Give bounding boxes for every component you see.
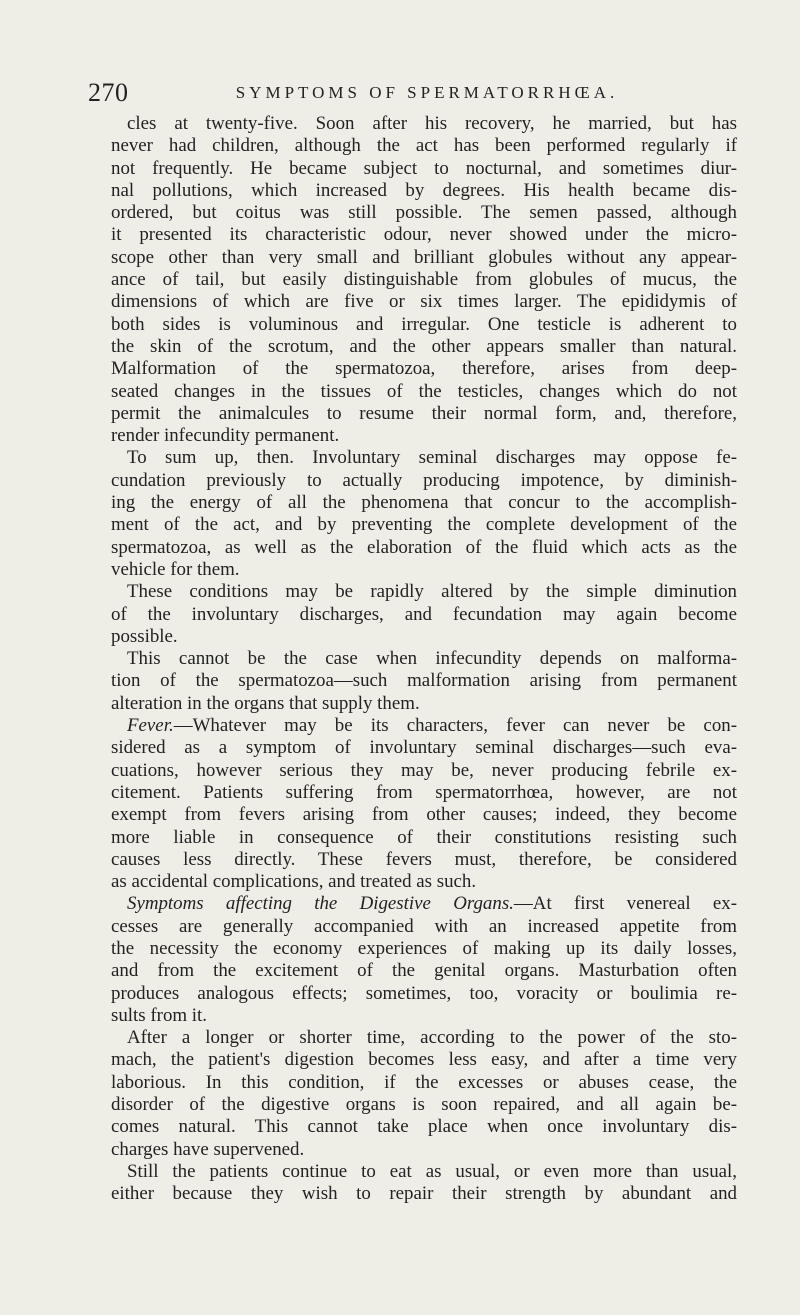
line-text: tion of the spermatozoa—such malformation arising from permanent (111, 670, 737, 692)
line-text: vehicle for them. (111, 558, 240, 580)
text-line (111, 648, 737, 670)
text-line (111, 559, 737, 581)
line-text: of the involuntary discharges, and fecundation may again become (111, 603, 737, 625)
running-title: SYMPTOMS OF SPERMATORRHŒA. (235, 83, 619, 102)
line-text: either because they wish to repair their strength by abundant and (111, 1183, 737, 1205)
line-text: alteration in the organs that supply them. (111, 692, 420, 714)
line-text: scope other than very small and brilliant globules without any appear- (111, 246, 737, 268)
text-line (111, 670, 737, 692)
line-text: ing the energy of all the phenomena that concur to the accomplish- (111, 492, 737, 514)
text-line (111, 447, 737, 469)
paragraph (111, 1161, 737, 1206)
line-text: exempt from fevers arising from other causes; indeed, they become (111, 804, 737, 826)
text-line (111, 1094, 737, 1116)
line-text: nal pollutions, which increased by degrees. His health became dis- (111, 179, 737, 201)
line-text: as accidental complications, and treated as such. (111, 871, 477, 893)
text-line (111, 737, 737, 759)
line-text: and from the excitement of the genital organs. Masturbation often (111, 960, 737, 982)
line-text: produces analogous effects; sometimes, too, voracity or boulimia re- (111, 982, 737, 1004)
line-text: comes natural. This cannot take place when once involuntary dis- (111, 1116, 737, 1138)
line-text: mach, the patient's digestion becomes less easy, and after a time very (111, 1049, 737, 1071)
text-line (111, 760, 737, 782)
text-line (111, 403, 737, 425)
text-line (111, 537, 737, 559)
line-text: it presented its characteristic odour, never showed under the micro- (111, 224, 737, 246)
line-text: cles at twenty-five. Soon after his recovery, he married, but has (127, 113, 737, 134)
text-line (111, 358, 737, 380)
text-line (111, 381, 737, 403)
text-line (111, 893, 737, 915)
text-line (111, 1005, 737, 1027)
text-line (111, 581, 737, 603)
text-line (111, 514, 737, 536)
text-line (111, 827, 737, 849)
paragraph (111, 893, 737, 1027)
text-line (111, 1161, 737, 1183)
text-line (111, 269, 737, 291)
paragraph (111, 715, 737, 893)
text-line (111, 336, 737, 358)
text-line (111, 247, 737, 269)
line-text: cundation previously to actually producing impotence, by diminish- (111, 469, 737, 491)
text-line (111, 470, 737, 492)
line-text: both sides is voluminous and irregular. One testicle is adherent to (111, 313, 737, 335)
paragraph-heading: Symptoms affecting the Digestive Organs. (127, 893, 514, 915)
line-text: Still the patients continue to eat as usual, or even more than usual, (127, 1160, 737, 1182)
paragraph-heading: Fever. (127, 715, 174, 737)
text-line (111, 113, 737, 135)
page-number: 270 (88, 78, 129, 107)
paragraph (111, 581, 737, 648)
line-text: To sum up, then. Involuntary seminal discharges may oppose fe- (127, 447, 737, 469)
line-text: the skin of the scrotum, and the other appears smaller than natural. (111, 335, 737, 357)
text-line (111, 135, 737, 157)
text-line (111, 871, 737, 893)
text-line (111, 1027, 737, 1049)
line-text: cesses are generally accompanied with an increased appetite from (111, 915, 737, 937)
line-text: not frequently. He became subject to nocturnal, and sometimes diur- (111, 157, 737, 179)
text-line (111, 1183, 737, 1205)
line-text: the necessity the economy experiences of making up its daily losses, (111, 937, 737, 959)
line-text: After a longer or shorter time, according to the power of the sto- (127, 1027, 737, 1049)
paragraph (111, 1027, 737, 1161)
page-header (88, 78, 728, 110)
line-text: charges have supervened. (111, 1138, 305, 1160)
text-line (111, 693, 737, 715)
line-text: ordered, but coitus was still possible. The semen passed, although (111, 202, 737, 224)
text-line (111, 849, 737, 871)
line-text: sidered as a symptom of involuntary seminal discharges—such eva- (111, 737, 737, 759)
line-text: dimensions of which are five or six times larger. The epididymis of (111, 291, 737, 313)
text-line (111, 425, 737, 447)
line-text: —Whatever may be its characters, fever can never be con- (173, 715, 737, 737)
text-line (111, 1072, 737, 1094)
line-text: seated changes in the tissues of the testicles, changes which do not (111, 380, 737, 402)
line-text: Malformation of the spermatozoa, therefore, arises from deep- (111, 358, 737, 380)
text-line (111, 180, 737, 202)
text-line (111, 158, 737, 180)
line-text: ance of tail, but easily distinguishable from globules of mucus, the (111, 269, 737, 291)
paragraph (111, 447, 737, 581)
line-text: —At first venereal ex- (513, 893, 738, 915)
line-text: more liable in consequence of their constitutions resisting such (111, 826, 737, 848)
text-line (111, 604, 737, 626)
line-text: possible. (111, 625, 178, 647)
text-line (111, 492, 737, 514)
line-text: disorder of the digestive organs is soon repaired, and all again be- (111, 1094, 737, 1116)
text-line (111, 202, 737, 224)
line-text: spermatozoa, as well as the elaboration of the fluid which acts as the (111, 536, 737, 558)
text-line (111, 960, 737, 982)
line-text: causes less directly. These fevers must, therefore, be considered (111, 848, 737, 870)
text-line (111, 715, 737, 737)
line-text: cuations, however serious they may be, never producing febrile ex- (111, 759, 737, 781)
line-text: These conditions may be rapidly altered by the simple diminution (127, 581, 737, 603)
text-line (111, 804, 737, 826)
line-text: permit the animalcules to resume their normal form, and, therefore, (111, 402, 737, 424)
text-line (111, 1116, 737, 1138)
body-text (111, 113, 737, 1206)
text-line (111, 782, 737, 804)
text-line (111, 916, 737, 938)
text-line (111, 224, 737, 246)
paragraph (111, 113, 737, 447)
text-line (111, 938, 737, 960)
paragraph (111, 648, 737, 715)
line-text: render infecundity permanent. (111, 425, 340, 447)
line-text: This cannot be the case when infecundity depends on malforma- (127, 648, 737, 670)
text-line (111, 1139, 737, 1161)
text-line (111, 1049, 737, 1071)
text-line (111, 983, 737, 1005)
text-line (111, 626, 737, 648)
line-text: laborious. In this condition, if the excesses or abuses cease, the (111, 1071, 737, 1093)
line-text: citement. Patients suffering from spermatorrhœa, however, are not (111, 781, 737, 803)
text-line (111, 314, 737, 336)
text-line (111, 291, 737, 313)
line-text: never had children, although the act has been performed regularly if (111, 135, 737, 157)
line-text: ment of the act, and by preventing the complete development of the (111, 514, 737, 536)
line-text: sults from it. (111, 1004, 208, 1026)
